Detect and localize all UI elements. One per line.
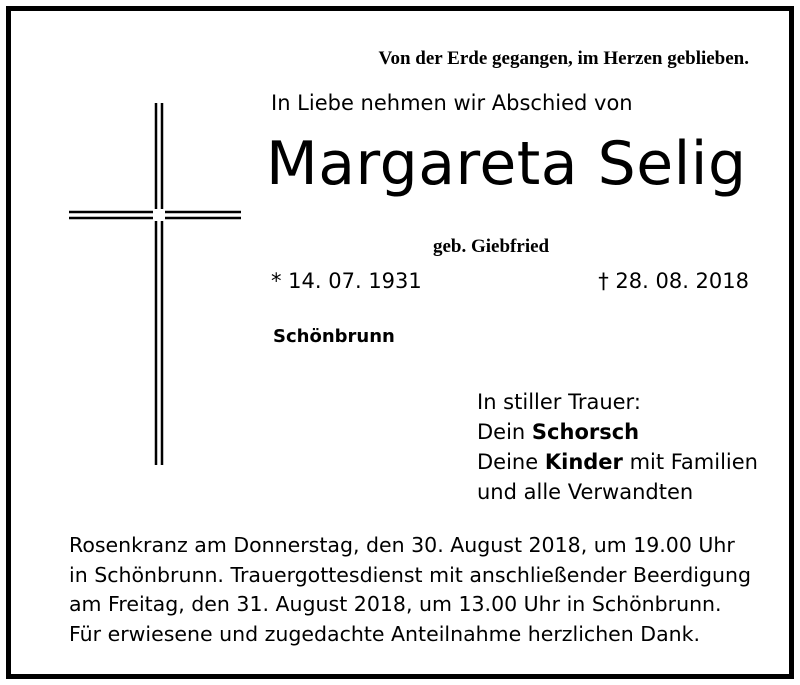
obituary-notice — [6, 6, 794, 679]
motto: Von der Erde gegangen, im Herzen geblieben. — [378, 48, 749, 69]
service-line: am Freitag, den 31. August 2018, um 13.00 Uhr in Schönbrunn. — [69, 592, 722, 616]
mourners-block — [477, 387, 758, 507]
service-line: in Schönbrunn. Trauergottesdienst mit anschließender Beerdigung — [69, 562, 751, 587]
death-date: † 28. 08. 2018 — [598, 269, 749, 293]
cross-icon — [69, 103, 249, 473]
service-line: Rosenkranz am Donnerstag, den 30. August 2018, um 19.00 Uhr — [69, 533, 735, 557]
place-of-residence: Schönbrunn — [273, 326, 395, 347]
birth-date: * 14. 07. 1931 — [271, 269, 422, 293]
mourner-prefix: Deine — [477, 450, 545, 474]
intro-text: In Liebe nehmen wir Abschied von — [271, 91, 633, 115]
maiden-name: geb. Giebfried — [433, 236, 550, 257]
service-information — [69, 531, 751, 649]
mourner-line-3: und alle Verwandten — [477, 480, 694, 504]
mourners-heading: In stiller Trauer: — [477, 390, 641, 414]
mourner-suffix: mit Familien — [622, 450, 758, 474]
deceased-name: Margareta Selig — [266, 129, 747, 199]
service-line: Für erwiesene und zugedachte Anteilnahme herzlichen Dank. — [69, 621, 701, 646]
mourner-line-2 — [477, 447, 758, 477]
mourner-name: Kinder — [544, 450, 623, 474]
mourner-name: Schorsch — [531, 420, 640, 444]
mourner-prefix: Dein — [477, 420, 532, 444]
mourner-line-1 — [477, 417, 758, 447]
